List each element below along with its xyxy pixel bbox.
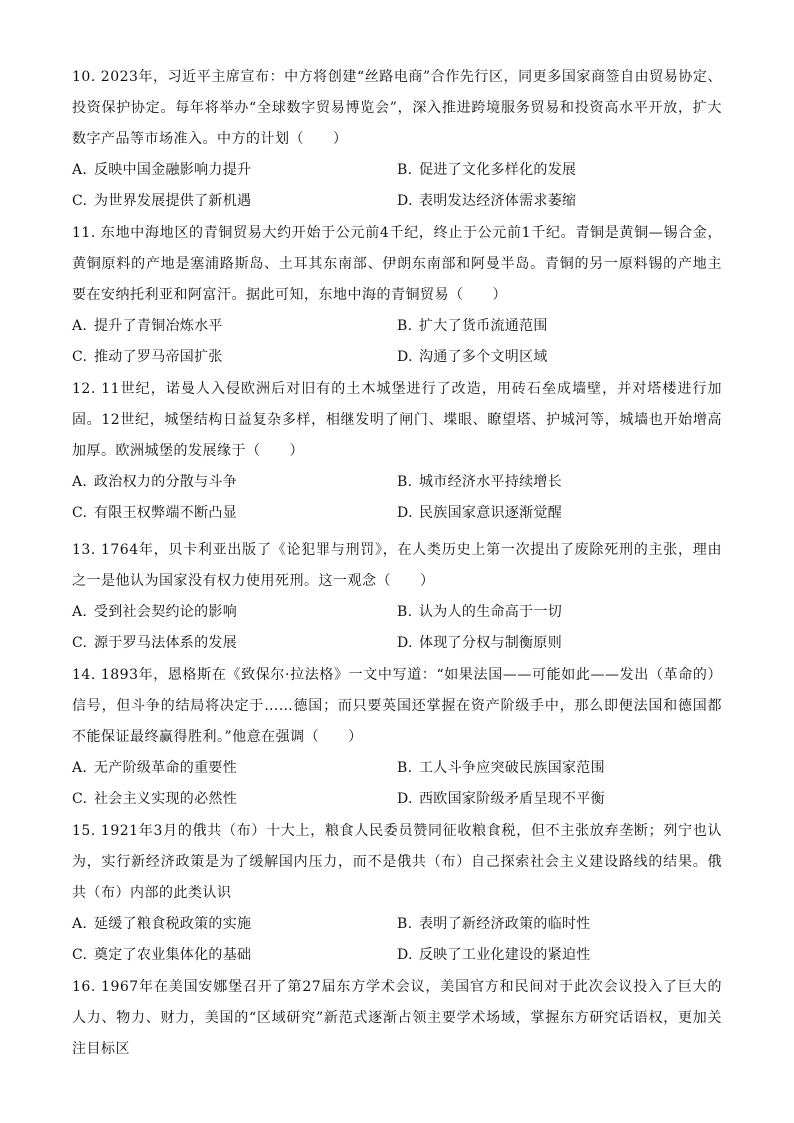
option-d[interactable]: D. 民族国家意识逐渐觉醒 (397, 505, 562, 521)
option-a[interactable]: A. 反映中国金融影响力提升 (72, 162, 252, 178)
option-a[interactable]: A. 政治权力的分散与斗争 (72, 474, 237, 490)
option-d[interactable]: D. 沟通了多个文明区域 (397, 349, 548, 365)
options (72, 155, 722, 217)
option-c[interactable]: C. 源于罗马法体系的发展 (72, 635, 237, 651)
option-b[interactable]: B. 工人斗争应突破民族国家范围 (397, 760, 605, 776)
options (72, 311, 722, 373)
option-c[interactable]: C. 为世界发展提供了新机遇 (72, 193, 252, 209)
question-stem: 14. 1893年，恩格斯在《致保尔·拉法格》一文中写道：“如果法国——可能如此——发出（革命的）信号，但斗争的结局将决定于……德国；而只要英国还掌握在资产阶级手中，那么即便法国和德国都不能保证最终赢得胜利。”他意在强调（ ） (72, 667, 722, 745)
option-a[interactable]: A. 无产阶级革命的重要性 (72, 760, 237, 776)
option-b[interactable]: B. 认为人的生命高于一切 (397, 604, 562, 620)
option-d[interactable]: D. 反映了工业化建设的紧迫性 (397, 947, 591, 963)
question-stem: 10. 2023年，习近平主席宣布：中方将创建“丝路电商”合作先行区，同更多国家商签自由贸易协定、投资保护协定。每年将举办“全球数字贸易博览会”，深入推进跨境服务贸易和投资高水平开放，扩大数字产品等市场准入。中方的计划（ ） (72, 69, 722, 147)
question-stem: 13. 1764年，贝卡利亚出版了《论犯罪与刑罚》，在人类历史上第一次提出了废除死刑的主张，理由之一是他认为国家没有权力使用死刑。这一观念（ ） (72, 542, 722, 589)
options (72, 909, 722, 971)
option-d[interactable]: D. 西欧国家阶级矛盾呈现不平衡 (397, 791, 605, 807)
option-b[interactable]: B. 促进了文化多样化的发展 (397, 162, 577, 178)
option-b[interactable]: B. 表明了新经济政策的临时性 (397, 916, 591, 932)
option-a[interactable]: A. 受到社会契约论的影响 (72, 604, 237, 620)
question-14 (72, 660, 722, 815)
options (72, 597, 722, 659)
option-c[interactable]: C. 社会主义实现的必然性 (72, 791, 237, 807)
question-15 (72, 816, 722, 971)
question-12 (72, 374, 722, 529)
option-a[interactable]: A. 提升了青铜冶炼水平 (72, 318, 223, 334)
option-d[interactable]: D. 体现了分权与制衡原则 (397, 635, 562, 651)
options (72, 467, 722, 529)
option-d[interactable]: D. 表明发达经济体需求萎缩 (397, 193, 577, 209)
option-c[interactable]: C. 推动了罗马帝国扩张 (72, 349, 223, 365)
question-11 (72, 218, 722, 373)
question-stem: 15. 1921年3月的俄共（布）十大上，粮食人民委员赞同征收粮食税，但不主张放弃垄断；列宁也认为，实行新经济政策是为了缓解国内压力，而不是俄共（布）自己探索社会主义建设路线的结果。俄共（布）内部的此类认识 (72, 823, 722, 901)
option-b[interactable]: B. 城市经济水平持续增长 (397, 474, 562, 490)
question-16 (72, 972, 722, 1065)
option-b[interactable]: B. 扩大了货币流通范围 (397, 318, 548, 334)
question-stem: 12. 11世纪，诺曼人入侵欧洲后对旧有的土木城堡进行了改造，用砖石垒成墙壁，并对塔楼进行加固。12世纪，城堡结构日益复杂多样，相继发明了闸门、堞眼、瞭望塔、护城河等，城墙也开始增高加厚。欧洲城堡的发展缘于（ ） (72, 381, 722, 459)
option-a[interactable]: A. 延缓了粮食税政策的实施 (72, 916, 252, 932)
question-stem: 16. 1967年在美国安娜堡召开了第27届东方学术会议，美国官方和民间对于此次会议投入了巨大的人力、物力、财力，美国的“区域研究”新范式逐渐占领主要学术场域，掌握东方研究话语权，更加关注目标区 (72, 979, 722, 1057)
question-stem: 11. 东地中海地区的青铜贸易大约开始于公元前4千纪，终止于公元前1千纪。青铜是黄铜—锡合金，黄铜原料的产地是塞浦路斯岛、土耳其东南部、伊朗东南部和阿曼半岛。青铜的另一原料锡的产地主要在安纳托利亚和阿富汗。据此可知，东地中海的青铜贸易（ ） (72, 225, 722, 303)
question-13 (72, 535, 722, 659)
option-c[interactable]: C. 有限王权弊端不断凸显 (72, 505, 237, 521)
question-10 (72, 62, 722, 217)
options (72, 753, 722, 815)
option-c[interactable]: C. 奠定了农业集体化的基础 (72, 947, 252, 963)
